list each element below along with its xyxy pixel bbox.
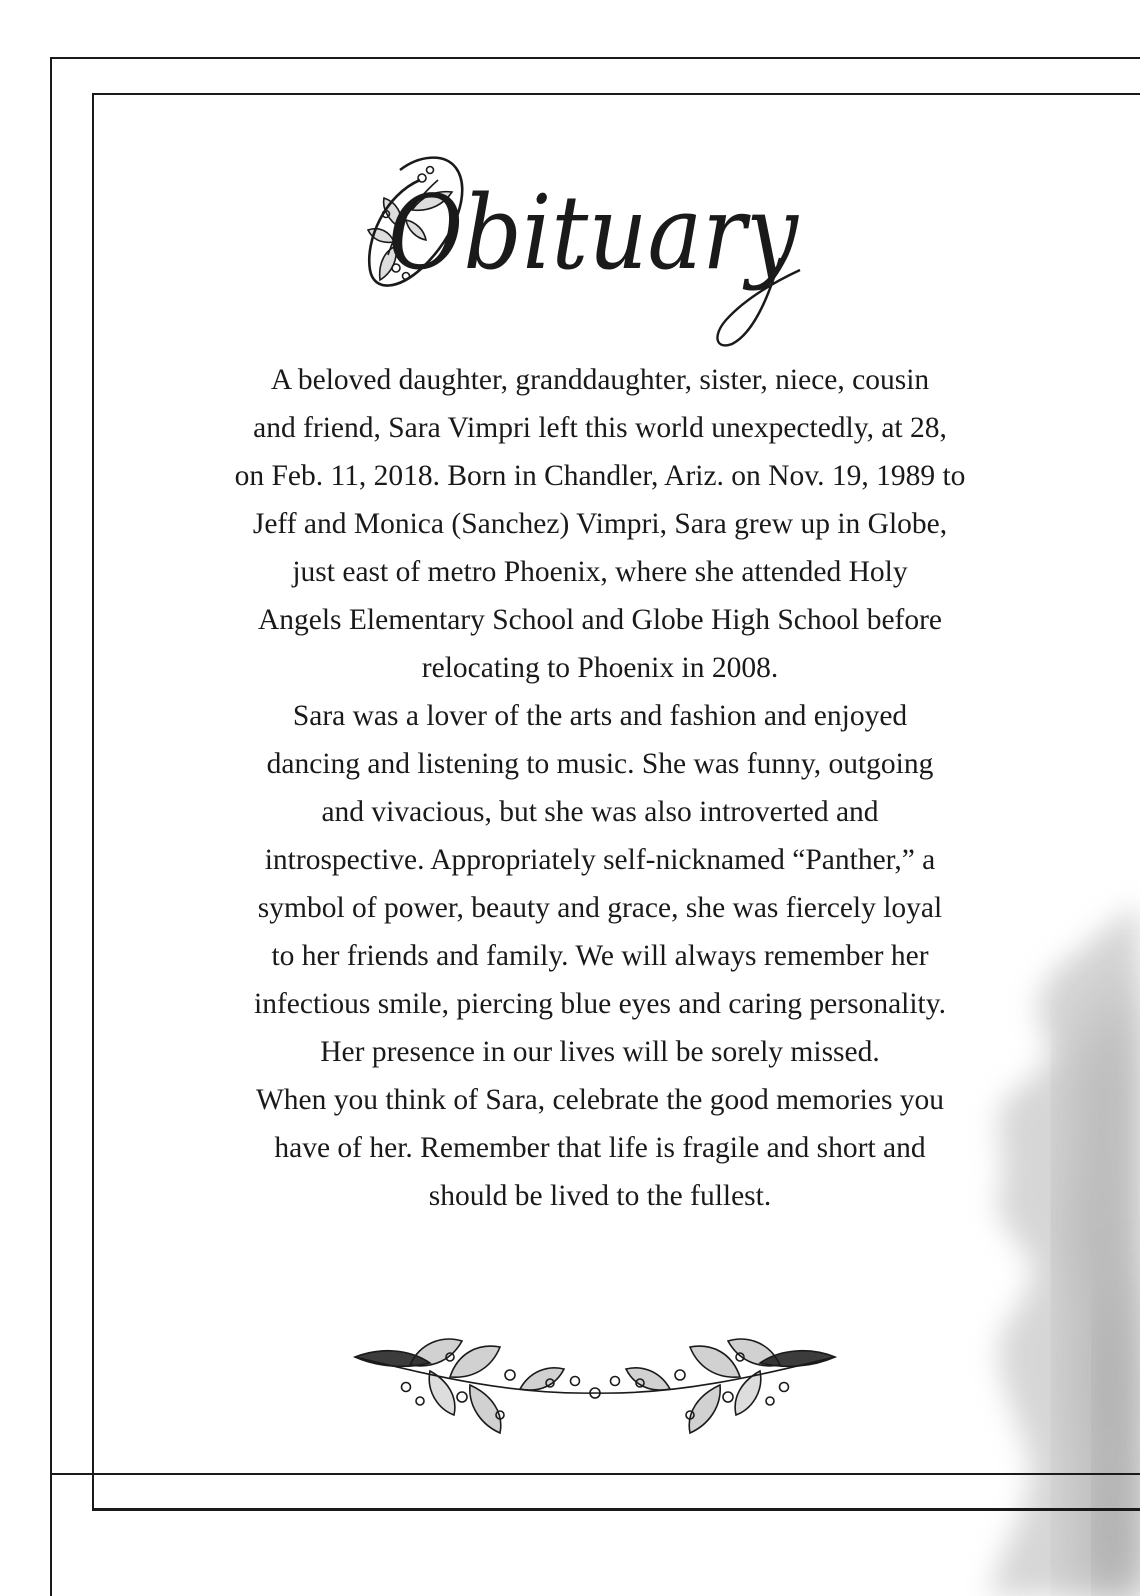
outer-frame-bottom: [50, 1473, 1140, 1475]
body-line: Angels Elementary School and Globe High School before: [257, 604, 943, 636]
body-line: Jeff and Monica (Sanchez) Vimpri, Sara grew up in Globe,: [252, 508, 948, 540]
laurel-ornament: [350, 1335, 840, 1445]
body-line: dancing and listening to music. She was funny, outgoing: [266, 748, 934, 780]
body-line: When you think of Sara, celebrate the good memories you: [255, 1084, 945, 1116]
body-line: to her friends and family. We will always remember her: [271, 940, 929, 972]
obituary-body: [150, 356, 1050, 1220]
laurel-branch-icon: [350, 1335, 840, 1445]
body-line: Sara was a lover of the arts and fashion and enjoyed: [292, 700, 908, 732]
body-line: A beloved daughter, granddaughter, sister, niece, cousin: [270, 364, 930, 396]
body-line: and vivacious, but she was also introverted and: [321, 796, 879, 828]
body-line: Her presence in our lives will be sorely missed.: [320, 1036, 880, 1068]
title-text: Obituary: [388, 174, 800, 293]
body-line: and friend, Sara Vimpri left this world unexpectedly, at 28,: [253, 412, 947, 444]
body-line: introspective. Appropriately self-nicknamed “Panther,” a: [264, 844, 936, 876]
body-line: should be lived to the fullest.: [428, 1180, 772, 1212]
body-line: have of her. Remember that life is fragile and short and: [274, 1132, 926, 1164]
body-line: just east of metro Phoenix, where she attended Holy: [292, 556, 908, 588]
body-line: on Feb. 11, 2018. Born in Chandler, Ariz. on Nov. 19, 1989 to: [234, 460, 966, 492]
page-title: [360, 150, 820, 350]
inner-frame-bottom: [92, 1508, 1140, 1510]
title-artwork: [360, 150, 820, 350]
body-line: symbol of power, beauty and grace, she was fiercely loyal: [257, 892, 943, 924]
body-line: relocating to Phoenix in 2008.: [421, 652, 779, 684]
body-line: infectious smile, piercing blue eyes and caring personality.: [254, 988, 946, 1020]
